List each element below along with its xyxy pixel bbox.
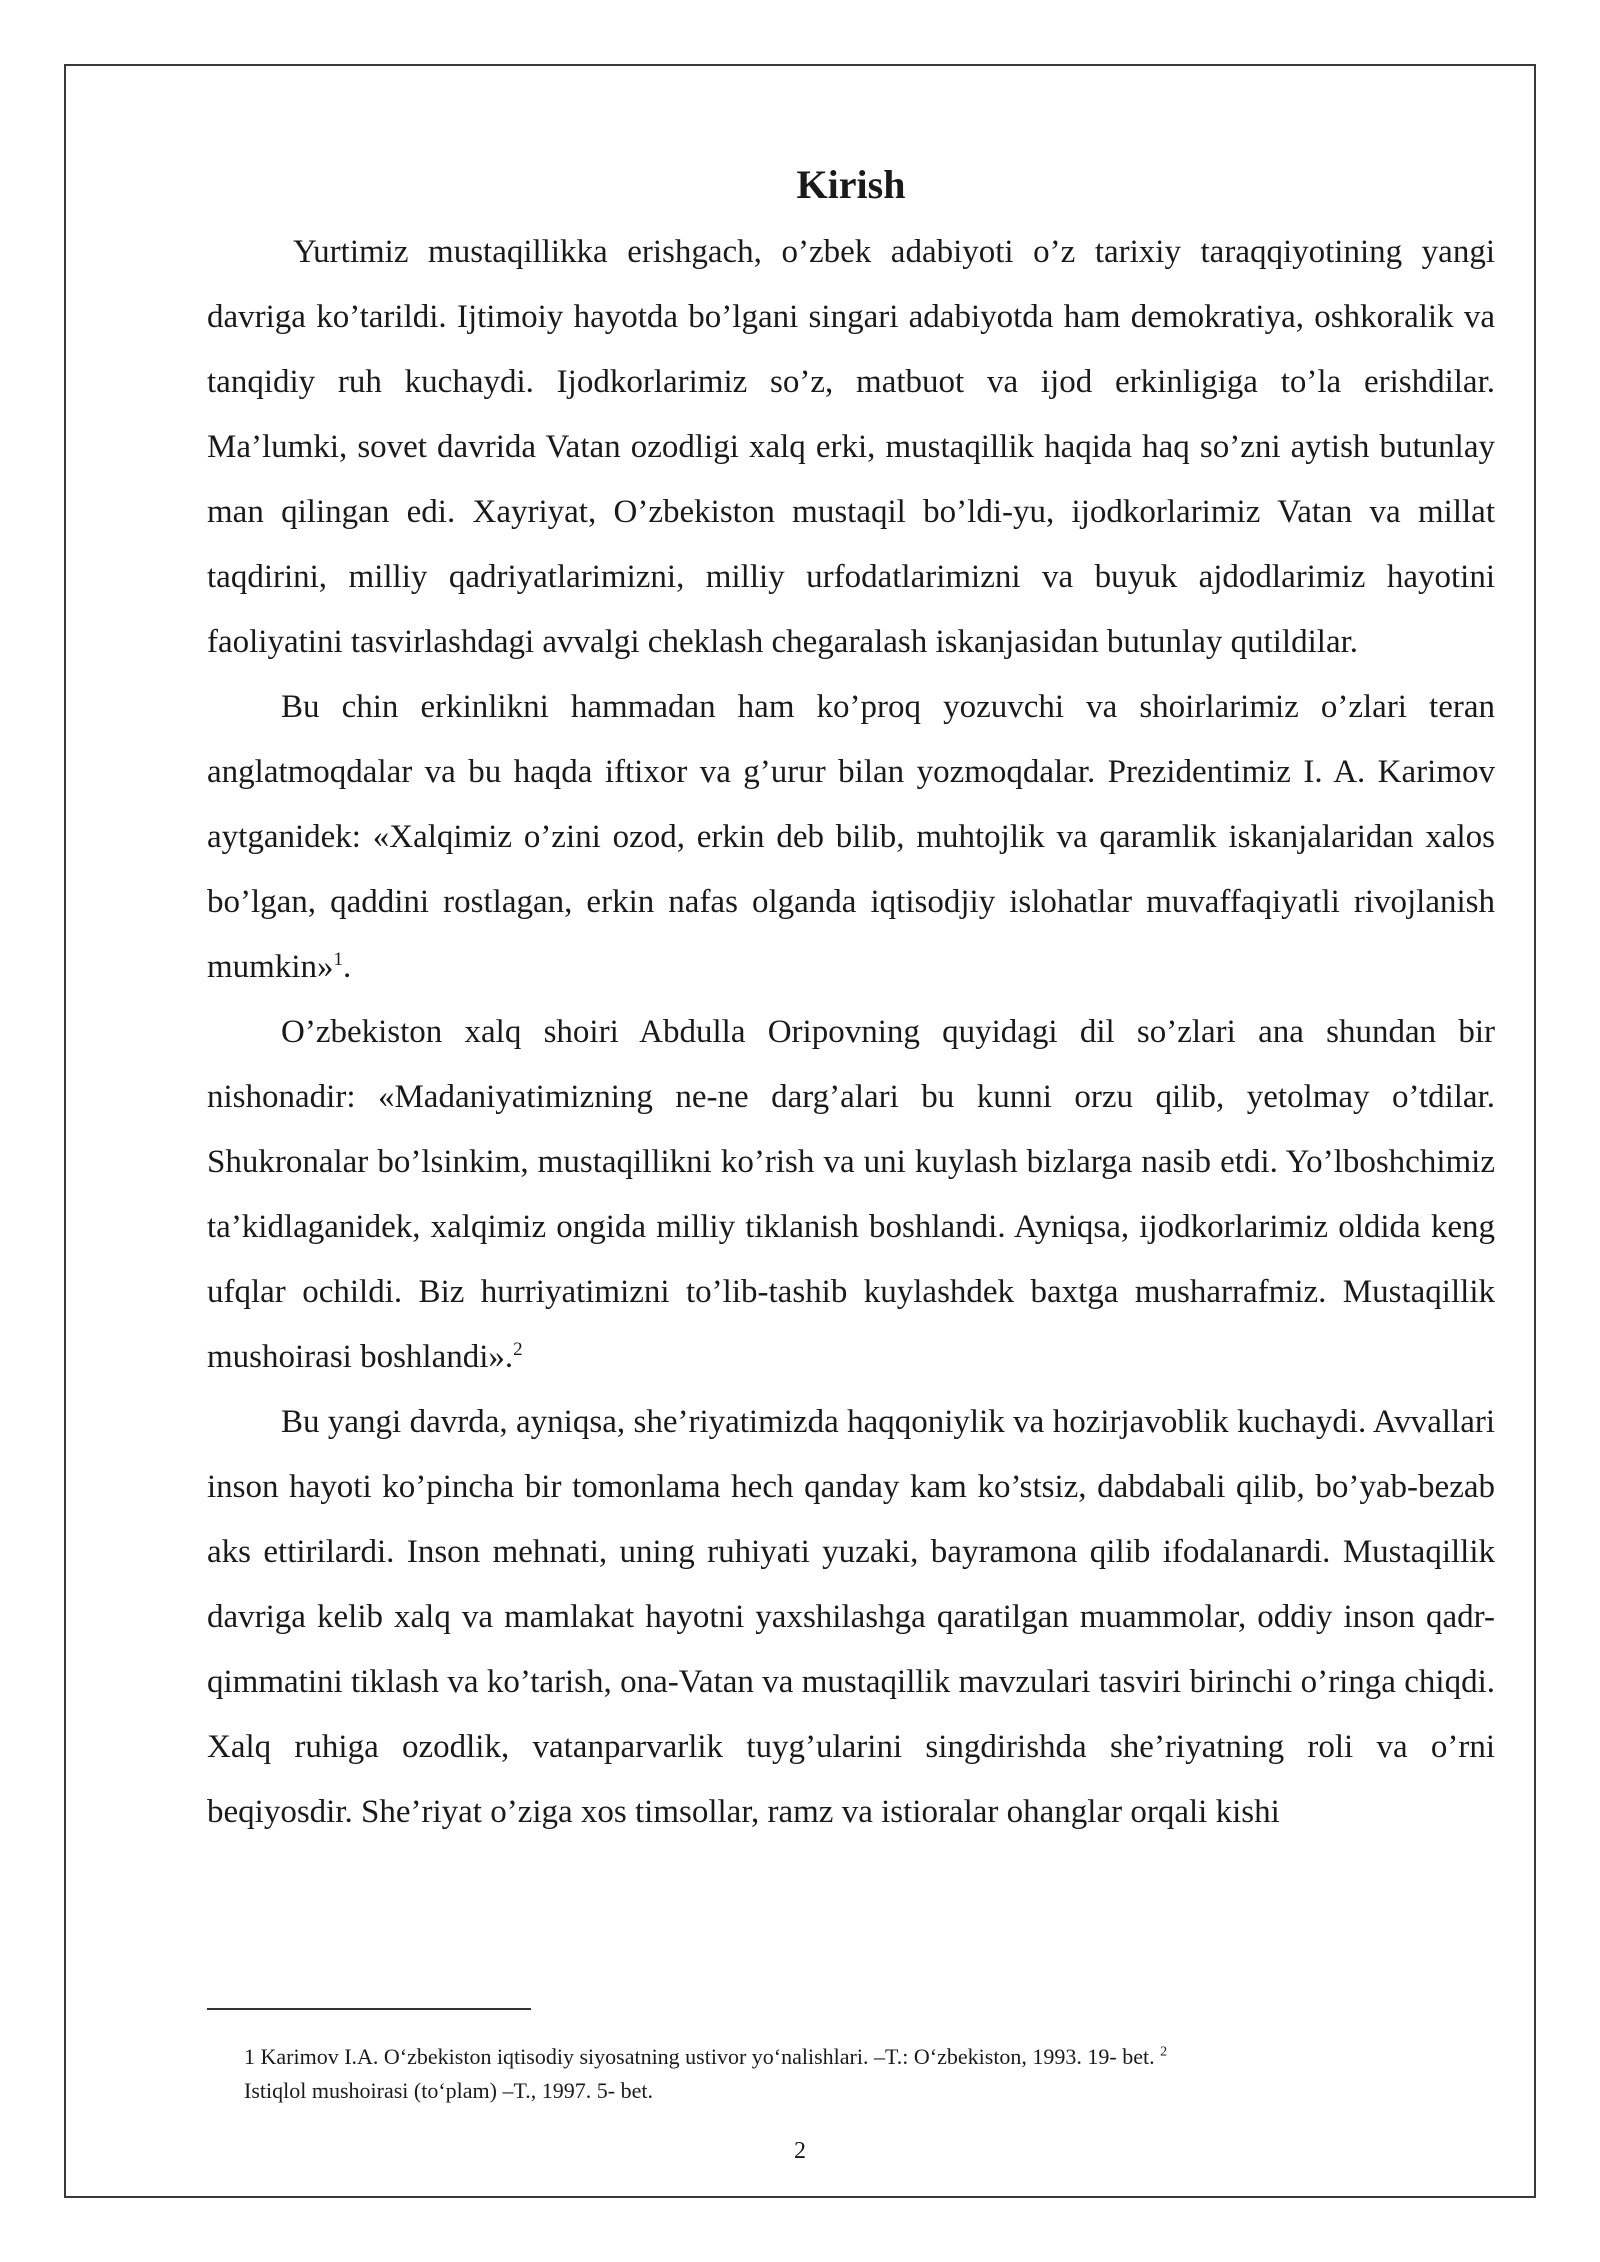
footnote-1-text: 1 Karimov I.A. O‘zbekiston iqtisodiy siyosatning ustivor yo‘nalishlari. –T.: O‘zbekiston, 1993. 19- bet. xyxy=(244,2044,1155,2069)
paragraph-2-end: . xyxy=(343,949,352,985)
footnote-2-marker: 2 xyxy=(1160,2044,1168,2060)
paragraph-3 xyxy=(207,1000,1495,1390)
page-number: 2 xyxy=(794,2138,806,2164)
paragraph-1-text: Yurtimiz mustaqillikka erishgach, o’zbek adabiyoti o’z tarixiy taraqqiyotining yangi davriga ko’tarildi. Ijtimoiy hayotda bo’lgani singari adabiyotda ham demokratiya, oshkoralik va tanqidiy ruh kuchaydi. Ijodkorlarimiz so’z, matbuot va ijod erkinligiga to’la erishdilar. Ma’lumki, sovet davrida Vatan ozodligi xalq erki, mustaqillik haqida haq so’zni aytish butunlay man qilingan edi. Xayriyat, O’zbekiston mustaqil bo’ldi-yu, ijodkorlarimiz Vatan va millat taqdirini, milliy qadriyatlarimizni, milliy urfodatlarimizni va buyuk ajdodlarimiz hayotini faoliyatini tasvirlashdagi avvalgi cheklash chegaralash iskanjasidan butunlay qutildilar. xyxy=(207,234,1495,660)
paragraph-1 xyxy=(207,220,1495,675)
footnote-ref-1[interactable]: 1 xyxy=(333,949,344,970)
paragraph-4-text: Bu yangi davrda, ayniqsa, she’riyatimizda haqqoniylik va hozirjavoblik kuchaydi. Avvallari inson hayoti ko’pincha bir tomonlama hech qanday kam ko’stsiz, dabdabali qilib, bo’yab-bezab aks ettirilardi. Inson mehnati, uning ruhiyati yuzaki, bayramona qilib ifodalanardi. Mustaqillik davriga kelib xalq va mamlakat hayotni yaxshilashga qaratilgan muammolar, oddiy inson qadr-qimmatini tiklash va ko’tarish, ona-Vatan va mustaqillik mavzulari tasviri birinchi o’ringa chiqdi. Xalq ruhiga ozodlik, vatanparvarlik tuyg’ularini singdirishda she’riyatning roli va o’rni beqiyosdir. She’riyat o’ziga xos timsollar, ramz va istioralar ohanglar orqali kishi xyxy=(207,1404,1495,1830)
paragraph-3-text: O’zbekiston xalq shoiri Abdulla Oripovning quyidagi dil so’zlari ana shundan bir nishonadir: «Madaniyatimizning ne-ne darg’alari bu kunni orzu qilib, yetolmay o’tdilar. Shukronalar bo’lsinkim, mustaqillikni ko’rish va uni kuylash bizlarga nasib etdi. Yo’lboshchimiz ta’kidlaganidek, xalqimiz ongida milliy tiklanish boshlandi. Ayniqsa, ijodkorlarimiz oldida keng ufqlar ochildi. Biz hurriyatimizni to’lib-tashib kuylashdek baxtga musharrafmiz. Mustaqillik mushoirasi boshlandi». xyxy=(207,1014,1495,1375)
footnote-2 xyxy=(244,2074,1444,2108)
footnote-1 xyxy=(244,2040,1444,2074)
footnote-separator xyxy=(207,2008,531,2010)
paragraph-2-text: Bu chin erkinlikni hammadan ham ko’proq yozuvchi va shoirlarimiz o’zlari teran anglatmoqdalar va bu haqda iftixor va g’urur bilan yozmoqdalar. Prezidentimiz I. A. Karimov aytganidek: «Xalqimiz o’zini ozod, erkin deb bilib, muhtojlik va qaramlik iskanjalaridan xalos bo’lgan, qaddini rostlagan, erkin nafas olganda iqtisodjiy islohatlar muvaffaqiyatli rivojlanish mumkin» xyxy=(207,689,1495,985)
paragraph-4 xyxy=(207,1390,1495,1845)
document-body xyxy=(207,150,1495,1845)
paragraph-2 xyxy=(207,675,1495,1000)
document-title: Kirish xyxy=(796,162,906,207)
footnotes xyxy=(244,2040,1444,2108)
footnote-ref-2[interactable]: 2 xyxy=(513,1339,523,1360)
footnote-2-text: Istiqlol mushoirasi (to‘plam) –T., 1997. 5- bet. xyxy=(244,2078,653,2103)
